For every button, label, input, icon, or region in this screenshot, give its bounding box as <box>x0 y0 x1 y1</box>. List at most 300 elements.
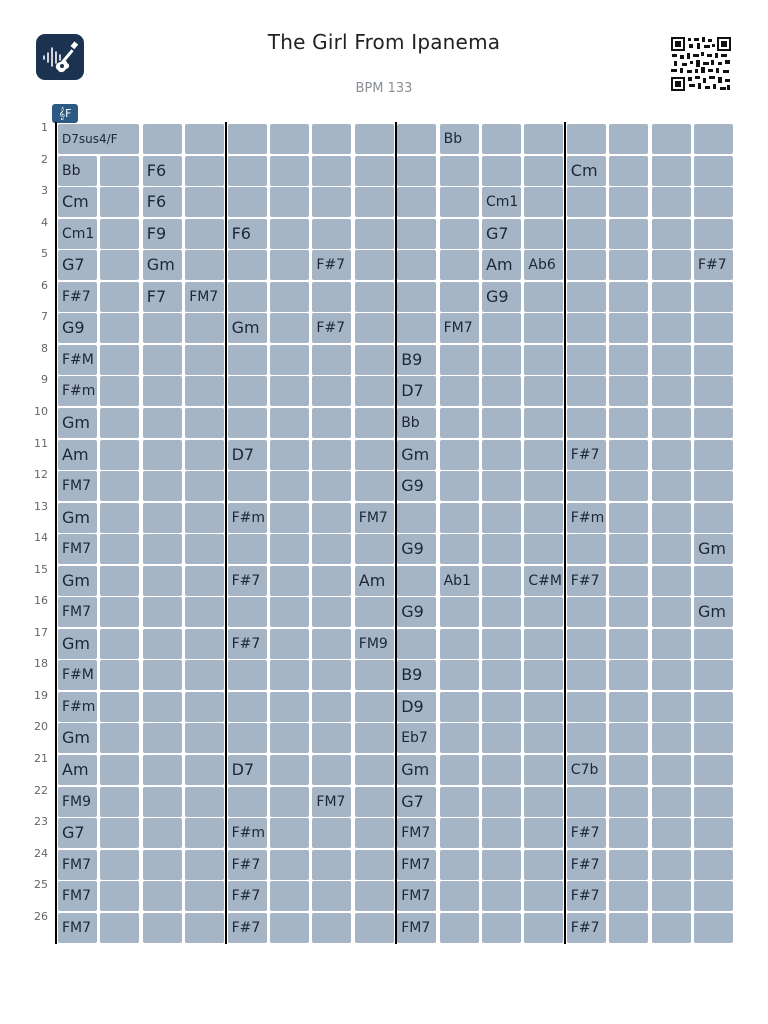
chord-cell[interactable] <box>100 219 139 249</box>
chord-cell[interactable] <box>524 408 563 438</box>
chord-cell[interactable] <box>270 692 309 722</box>
chord-cell[interactable] <box>397 913 436 943</box>
chord-cell[interactable] <box>185 282 224 312</box>
chord-cell[interactable] <box>228 755 267 785</box>
chord-cell[interactable] <box>185 534 224 564</box>
chord-cell[interactable] <box>270 818 309 848</box>
chord-cell[interactable] <box>312 345 351 375</box>
chord-cell[interactable] <box>58 850 97 880</box>
chord-cell[interactable] <box>58 629 97 659</box>
chord-cell[interactable] <box>440 156 479 186</box>
chord-cell[interactable] <box>694 913 733 943</box>
chord-cell[interactable] <box>567 913 606 943</box>
chord-cell[interactable] <box>440 660 479 690</box>
chord-cell[interactable] <box>100 313 139 343</box>
chord-cell[interactable] <box>609 850 648 880</box>
chord-cell[interactable] <box>355 597 394 627</box>
chord-cell[interactable] <box>397 723 436 753</box>
chord-cell[interactable] <box>312 660 351 690</box>
chord-cell[interactable] <box>185 471 224 501</box>
chord-cell[interactable] <box>100 376 139 406</box>
chord-cell[interactable] <box>58 376 97 406</box>
chord-cell[interactable] <box>652 282 691 312</box>
chord-cell[interactable] <box>312 250 351 280</box>
chord-cell[interactable] <box>58 755 97 785</box>
chord-cell[interactable] <box>482 376 521 406</box>
chord-cell[interactable] <box>609 597 648 627</box>
chord-cell[interactable] <box>567 376 606 406</box>
chord-cell[interactable] <box>100 187 139 217</box>
chord-cell[interactable] <box>397 534 436 564</box>
chord-cell[interactable] <box>312 313 351 343</box>
chord-cell[interactable] <box>440 566 479 596</box>
chord-cell[interactable] <box>143 282 182 312</box>
chord-cell[interactable] <box>397 187 436 217</box>
chord-cell[interactable] <box>652 124 691 154</box>
chord-cell[interactable] <box>58 534 97 564</box>
chord-cell[interactable] <box>143 755 182 785</box>
chord-cell[interactable] <box>270 250 309 280</box>
chord-cell[interactable] <box>397 156 436 186</box>
chord-cell[interactable] <box>482 313 521 343</box>
chord-cell[interactable] <box>270 881 309 911</box>
chord-cell[interactable] <box>185 219 224 249</box>
chord-cell[interactable] <box>58 818 97 848</box>
chord-cell[interactable] <box>397 818 436 848</box>
chord-cell[interactable] <box>652 187 691 217</box>
chord-cell[interactable] <box>100 913 139 943</box>
chord-cell[interactable] <box>312 723 351 753</box>
chord-cell[interactable] <box>185 787 224 817</box>
chord-cell[interactable] <box>694 692 733 722</box>
chord-cell[interactable] <box>228 692 267 722</box>
chord-cell[interactable] <box>185 408 224 438</box>
chord-cell[interactable] <box>524 503 563 533</box>
chord-cell[interactable] <box>609 187 648 217</box>
chord-cell[interactable] <box>524 818 563 848</box>
chord-cell[interactable] <box>609 881 648 911</box>
chord-cell[interactable] <box>609 566 648 596</box>
chord-cell[interactable] <box>524 755 563 785</box>
chord-cell[interactable] <box>609 723 648 753</box>
chord-cell[interactable] <box>228 566 267 596</box>
chord-cell[interactable] <box>228 282 267 312</box>
chord-cell[interactable] <box>100 881 139 911</box>
chord-cell[interactable] <box>694 219 733 249</box>
chord-cell[interactable] <box>397 408 436 438</box>
chord-cell[interactable] <box>567 282 606 312</box>
chord-cell[interactable] <box>58 692 97 722</box>
chord-cell[interactable] <box>567 408 606 438</box>
chord-cell[interactable] <box>567 566 606 596</box>
chord-cell[interactable] <box>524 440 563 470</box>
chord-cell[interactable] <box>524 471 563 501</box>
chord-cell[interactable] <box>609 787 648 817</box>
chord-cell[interactable] <box>355 787 394 817</box>
chord-cell[interactable] <box>609 534 648 564</box>
chord-cell[interactable] <box>185 124 224 154</box>
chord-cell[interactable] <box>355 503 394 533</box>
chord-cell[interactable] <box>58 787 97 817</box>
chord-cell[interactable] <box>143 219 182 249</box>
chord-cell[interactable] <box>609 282 648 312</box>
chord-cell[interactable] <box>652 250 691 280</box>
chord-cell[interactable] <box>482 597 521 627</box>
chord-cell[interactable] <box>312 534 351 564</box>
chord-cell[interactable] <box>58 471 97 501</box>
chord-cell[interactable] <box>312 755 351 785</box>
chord-cell[interactable] <box>355 818 394 848</box>
chord-cell[interactable] <box>312 913 351 943</box>
chord-cell[interactable] <box>228 629 267 659</box>
chord-cell[interactable] <box>567 440 606 470</box>
chord-cell[interactable] <box>143 597 182 627</box>
chord-cell[interactable] <box>143 250 182 280</box>
chord-cell[interactable] <box>694 471 733 501</box>
chord-cell[interactable] <box>355 629 394 659</box>
chord-cell[interactable] <box>58 124 139 154</box>
chord-cell[interactable] <box>567 124 606 154</box>
chord-cell[interactable] <box>567 345 606 375</box>
chord-cell[interactable] <box>100 629 139 659</box>
chord-cell[interactable] <box>567 503 606 533</box>
chord-cell[interactable] <box>440 408 479 438</box>
chord-cell[interactable] <box>100 345 139 375</box>
chord-cell[interactable] <box>694 282 733 312</box>
chord-cell[interactable] <box>58 881 97 911</box>
chord-cell[interactable] <box>524 219 563 249</box>
chord-cell[interactable] <box>440 818 479 848</box>
chord-cell[interactable] <box>355 566 394 596</box>
chord-cell[interactable] <box>58 313 97 343</box>
chord-cell[interactable] <box>185 503 224 533</box>
chord-cell[interactable] <box>440 250 479 280</box>
chord-cell[interactable] <box>609 250 648 280</box>
chord-cell[interactable] <box>100 440 139 470</box>
chord-cell[interactable] <box>524 660 563 690</box>
chord-cell[interactable] <box>609 818 648 848</box>
chord-cell[interactable] <box>609 156 648 186</box>
chord-cell[interactable] <box>143 156 182 186</box>
chord-cell[interactable] <box>312 187 351 217</box>
chord-cell[interactable] <box>312 471 351 501</box>
chord-cell[interactable] <box>185 440 224 470</box>
chord-cell[interactable] <box>609 408 648 438</box>
chord-cell[interactable] <box>270 345 309 375</box>
chord-cell[interactable] <box>100 566 139 596</box>
chord-cell[interactable] <box>100 850 139 880</box>
chord-cell[interactable] <box>440 376 479 406</box>
chord-cell[interactable] <box>143 723 182 753</box>
chord-cell[interactable] <box>270 566 309 596</box>
chord-cell[interactable] <box>440 850 479 880</box>
chord-cell[interactable] <box>143 566 182 596</box>
chord-cell[interactable] <box>440 534 479 564</box>
chord-cell[interactable] <box>270 629 309 659</box>
chord-cell[interactable] <box>100 471 139 501</box>
chord-cell[interactable] <box>58 345 97 375</box>
chord-cell[interactable] <box>228 440 267 470</box>
chord-cell[interactable] <box>652 597 691 627</box>
chord-cell[interactable] <box>270 787 309 817</box>
chord-cell[interactable] <box>355 313 394 343</box>
chord-cell[interactable] <box>524 597 563 627</box>
chord-cell[interactable] <box>58 250 97 280</box>
chord-cell[interactable] <box>185 881 224 911</box>
chord-cell[interactable] <box>397 850 436 880</box>
chord-cell[interactable] <box>482 787 521 817</box>
chord-cell[interactable] <box>143 440 182 470</box>
chord-cell[interactable] <box>652 566 691 596</box>
chord-cell[interactable] <box>58 282 97 312</box>
chord-cell[interactable] <box>355 913 394 943</box>
chord-cell[interactable] <box>58 660 97 690</box>
chord-cell[interactable] <box>270 660 309 690</box>
chord-cell[interactable] <box>524 692 563 722</box>
chord-cell[interactable] <box>397 755 436 785</box>
chord-cell[interactable] <box>270 850 309 880</box>
chord-cell[interactable] <box>143 187 182 217</box>
chord-cell[interactable] <box>143 376 182 406</box>
chord-cell[interactable] <box>694 408 733 438</box>
chord-cell[interactable] <box>312 124 351 154</box>
chord-cell[interactable] <box>355 124 394 154</box>
chord-cell[interactable] <box>397 313 436 343</box>
chord-cell[interactable] <box>524 534 563 564</box>
chord-cell[interactable] <box>185 660 224 690</box>
chord-cell[interactable] <box>397 660 436 690</box>
chord-cell[interactable] <box>694 597 733 627</box>
chord-cell[interactable] <box>567 597 606 627</box>
chord-cell[interactable] <box>58 408 97 438</box>
chord-cell[interactable] <box>185 723 224 753</box>
chord-cell[interactable] <box>694 660 733 690</box>
chord-cell[interactable] <box>440 440 479 470</box>
chord-cell[interactable] <box>440 282 479 312</box>
chord-cell[interactable] <box>312 440 351 470</box>
chord-cell[interactable] <box>567 818 606 848</box>
chord-cell[interactable] <box>609 629 648 659</box>
chord-cell[interactable] <box>524 566 563 596</box>
chord-cell[interactable] <box>228 723 267 753</box>
chord-cell[interactable] <box>228 850 267 880</box>
chord-cell[interactable] <box>143 787 182 817</box>
chord-cell[interactable] <box>524 787 563 817</box>
chord-cell[interactable] <box>100 250 139 280</box>
chord-cell[interactable] <box>397 503 436 533</box>
chord-cell[interactable] <box>609 219 648 249</box>
chord-cell[interactable] <box>567 787 606 817</box>
chord-cell[interactable] <box>397 250 436 280</box>
chord-cell[interactable] <box>524 629 563 659</box>
chord-cell[interactable] <box>567 534 606 564</box>
app-logo-guitar-icon[interactable] <box>36 34 84 80</box>
chord-cell[interactable] <box>58 913 97 943</box>
chord-cell[interactable] <box>185 345 224 375</box>
chord-cell[interactable] <box>228 376 267 406</box>
chord-cell[interactable] <box>228 597 267 627</box>
chord-cell[interactable] <box>694 503 733 533</box>
chord-cell[interactable] <box>185 913 224 943</box>
chord-cell[interactable] <box>652 629 691 659</box>
chord-cell[interactable] <box>482 282 521 312</box>
chord-cell[interactable] <box>270 723 309 753</box>
chord-cell[interactable] <box>185 850 224 880</box>
chord-cell[interactable] <box>482 566 521 596</box>
chord-cell[interactable] <box>524 723 563 753</box>
chord-cell[interactable] <box>609 376 648 406</box>
chord-cell[interactable] <box>652 219 691 249</box>
chord-cell[interactable] <box>58 503 97 533</box>
chord-cell[interactable] <box>270 124 309 154</box>
chord-cell[interactable] <box>228 187 267 217</box>
chord-cell[interactable] <box>270 440 309 470</box>
chord-cell[interactable] <box>440 124 479 154</box>
chord-cell[interactable] <box>652 850 691 880</box>
chord-cell[interactable] <box>58 156 97 186</box>
chord-cell[interactable] <box>440 345 479 375</box>
chord-cell[interactable] <box>355 282 394 312</box>
chord-cell[interactable] <box>652 534 691 564</box>
chord-cell[interactable] <box>567 629 606 659</box>
chord-cell[interactable] <box>609 124 648 154</box>
chord-cell[interactable] <box>312 692 351 722</box>
chord-cell[interactable] <box>397 566 436 596</box>
chord-cell[interactable] <box>100 597 139 627</box>
chord-cell[interactable] <box>609 503 648 533</box>
chord-cell[interactable] <box>100 818 139 848</box>
chord-cell[interactable] <box>652 440 691 470</box>
chord-cell[interactable] <box>312 629 351 659</box>
chord-cell[interactable] <box>355 660 394 690</box>
chord-cell[interactable] <box>440 692 479 722</box>
chord-cell[interactable] <box>270 187 309 217</box>
chord-cell[interactable] <box>100 282 139 312</box>
chord-cell[interactable] <box>482 850 521 880</box>
chord-cell[interactable] <box>609 313 648 343</box>
chord-cell[interactable] <box>694 187 733 217</box>
chord-cell[interactable] <box>312 787 351 817</box>
chord-cell[interactable] <box>143 471 182 501</box>
chord-cell[interactable] <box>609 692 648 722</box>
chord-cell[interactable] <box>440 629 479 659</box>
chord-cell[interactable] <box>524 156 563 186</box>
chord-cell[interactable] <box>609 660 648 690</box>
chord-cell[interactable] <box>312 376 351 406</box>
chord-cell[interactable] <box>652 345 691 375</box>
chord-cell[interactable] <box>567 219 606 249</box>
chord-cell[interactable] <box>355 723 394 753</box>
chord-cell[interactable] <box>524 124 563 154</box>
chord-cell[interactable] <box>185 818 224 848</box>
chord-cell[interactable] <box>652 787 691 817</box>
chord-cell[interactable] <box>609 471 648 501</box>
chord-cell[interactable] <box>185 156 224 186</box>
chord-cell[interactable] <box>524 313 563 343</box>
chord-cell[interactable] <box>397 629 436 659</box>
chord-cell[interactable] <box>397 219 436 249</box>
chord-cell[interactable] <box>440 503 479 533</box>
chord-cell[interactable] <box>355 440 394 470</box>
chord-cell[interactable] <box>312 566 351 596</box>
chord-cell[interactable] <box>100 723 139 753</box>
chord-cell[interactable] <box>58 566 97 596</box>
chord-cell[interactable] <box>270 282 309 312</box>
chord-cell[interactable] <box>185 692 224 722</box>
chord-cell[interactable] <box>355 692 394 722</box>
chord-cell[interactable] <box>694 787 733 817</box>
chord-cell[interactable] <box>440 313 479 343</box>
chord-cell[interactable] <box>355 471 394 501</box>
chord-cell[interactable] <box>482 156 521 186</box>
chord-cell[interactable] <box>270 471 309 501</box>
chord-cell[interactable] <box>228 408 267 438</box>
chord-cell[interactable] <box>312 219 351 249</box>
chord-cell[interactable] <box>355 881 394 911</box>
chord-cell[interactable] <box>652 156 691 186</box>
chord-cell[interactable] <box>100 156 139 186</box>
chord-cell[interactable] <box>312 156 351 186</box>
chord-cell[interactable] <box>355 376 394 406</box>
chord-cell[interactable] <box>482 660 521 690</box>
chord-cell[interactable] <box>397 471 436 501</box>
chord-cell[interactable] <box>524 282 563 312</box>
chord-cell[interactable] <box>100 503 139 533</box>
chord-cell[interactable] <box>143 345 182 375</box>
chord-cell[interactable] <box>482 440 521 470</box>
chord-cell[interactable] <box>567 660 606 690</box>
chord-cell[interactable] <box>143 660 182 690</box>
chord-cell[interactable] <box>440 723 479 753</box>
chord-cell[interactable] <box>397 345 436 375</box>
chord-cell[interactable] <box>100 692 139 722</box>
chord-cell[interactable] <box>228 156 267 186</box>
key-badge[interactable] <box>52 104 78 123</box>
chord-cell[interactable] <box>228 250 267 280</box>
chord-cell[interactable] <box>100 787 139 817</box>
chord-cell[interactable] <box>397 124 436 154</box>
chord-cell[interactable] <box>185 755 224 785</box>
chord-cell[interactable] <box>652 313 691 343</box>
chord-cell[interactable] <box>270 755 309 785</box>
chord-cell[interactable] <box>58 219 97 249</box>
chord-cell[interactable] <box>482 250 521 280</box>
chord-cell[interactable] <box>524 881 563 911</box>
chord-cell[interactable] <box>397 597 436 627</box>
chord-cell[interactable] <box>185 187 224 217</box>
chord-cell[interactable] <box>482 471 521 501</box>
chord-cell[interactable] <box>694 345 733 375</box>
chord-cell[interactable] <box>100 534 139 564</box>
chord-cell[interactable] <box>228 313 267 343</box>
chord-cell[interactable] <box>440 219 479 249</box>
chord-cell[interactable] <box>567 692 606 722</box>
chord-cell[interactable] <box>185 313 224 343</box>
chord-cell[interactable] <box>694 629 733 659</box>
chord-cell[interactable] <box>694 818 733 848</box>
chord-cell[interactable] <box>694 440 733 470</box>
chord-cell[interactable] <box>312 282 351 312</box>
chord-cell[interactable] <box>185 250 224 280</box>
chord-cell[interactable] <box>228 471 267 501</box>
chord-cell[interactable] <box>100 408 139 438</box>
chord-cell[interactable] <box>482 534 521 564</box>
qr-code-icon[interactable] <box>670 36 732 92</box>
chord-cell[interactable] <box>143 881 182 911</box>
chord-cell[interactable] <box>524 913 563 943</box>
chord-cell[interactable] <box>143 124 182 154</box>
chord-cell[interactable] <box>143 534 182 564</box>
